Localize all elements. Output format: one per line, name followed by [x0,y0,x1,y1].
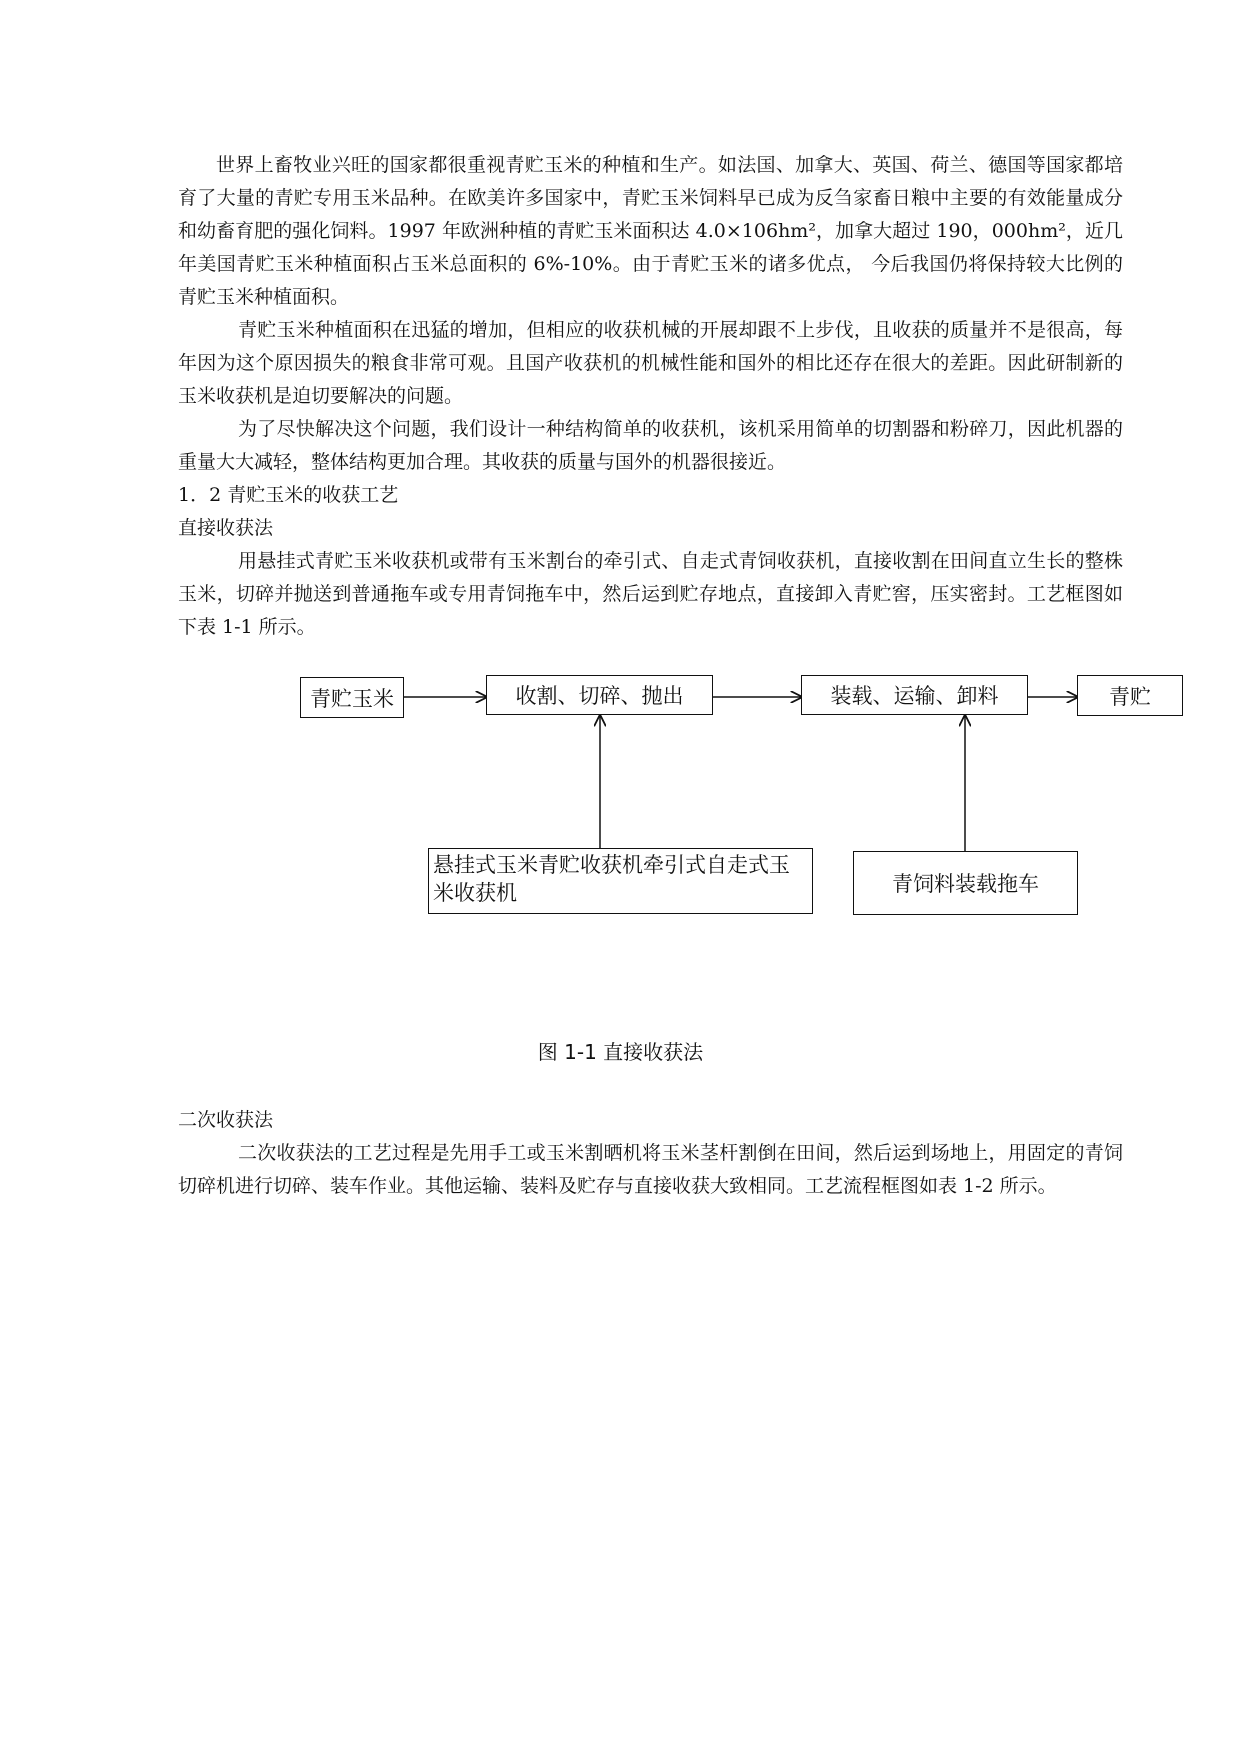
secondary-harvest-paragraph: 二次收获法的工艺过程是先用手工或玉米割晒机将玉米茎杆割倒在田间，然后运到场地上，用固定的青饲切碎机进行切碎、装车作业。其他运输、装料及贮存与直接收获大致相同。工艺流程框图如表 1-2 所示。 [178,1142,1123,1197]
direct-harvest-title: 直接收获法 [178,517,274,539]
section-heading: 1．2 青贮玉米的收获工艺 [178,484,399,506]
paragraph-intro-1: 世界上畜牧业兴旺的国家都很重视青贮玉米的种植和生产。如法国、加拿大、英国、荷兰、德国等国家都培育了大量的青贮专用玉米品种。在欧美许多国家中，青贮玉米饲料早已成为反刍家畜日粮中主要的有效能量成分和幼畜育肥的强化饲料。1997 年欧洲种植的青贮玉米面积达 4.0×106hm²，加拿大超过 190，000hm²，近几年美国青贮玉米种植面积占玉米总面积的 6%-10%。由于青贮玉米的诸多优点， 今后我国仍将保持较大比例的青贮玉米种植面积。 [178,154,1123,308]
box-silage-corn-label: 青贮玉米 [310,686,394,711]
figure-caption: 图 1-1 直接收获法 [537,1040,704,1064]
box-load-transport-unload [801,675,1028,715]
intro-text [178,149,1123,644]
box-harvest-chop-throw [486,675,713,715]
secondary-harvest-title: 二次收获法 [178,1109,274,1131]
box-silage-corn [300,677,404,718]
box-forage-trailer-label: 青饲料装载拖车 [892,872,1039,896]
box-harvest-chop-throw-label: 收割、切碎、抛出 [515,684,684,708]
box-silage [1077,675,1183,716]
box-silage-label: 青贮 [1109,684,1151,709]
paragraph-intro-3: 为了尽快解决这个问题，我们设计一种结构简单的收获机，该机采用简单的切割器和粉碎刀，因此机器的重量大大减轻，整体结构更加合理。其收获的质量与国外的机器很接近。 [178,418,1123,473]
box-forage-trailer [853,851,1078,915]
paragraph-intro-2: 青贮玉米种植面积在迅猛的增加，但相应的收获机械的开展却跟不上步伐，且收获的质量并不是很高，每年因为这个原因损失的粮食非常可观。且国产收获机的机械性能和国外的相比还存在很大的差距。因此研制新的玉米收获机是迫切要解决的问题。 [178,319,1123,407]
secondary-section [178,1104,1123,1203]
box-harvesters [428,848,813,914]
box-harvesters-line2: 米收获机 [433,881,517,905]
direct-harvest-paragraph: 用悬挂式青贮玉米收获机或带有玉米割台的牵引式、自走式青饲收获机，直接收割在田间直立生长的整株玉米，切碎并抛送到普通拖车或专用青饲拖车中，然后运到贮存地点，直接卸入青贮窖，压实密封。工艺框图如下表 1-1 所示。 [178,550,1123,638]
box-load-transport-unload-label: 装载、运输、卸料 [830,684,999,708]
box-harvesters-line1: 悬挂式玉米青贮收获机牵引式自走式玉 [433,853,790,877]
